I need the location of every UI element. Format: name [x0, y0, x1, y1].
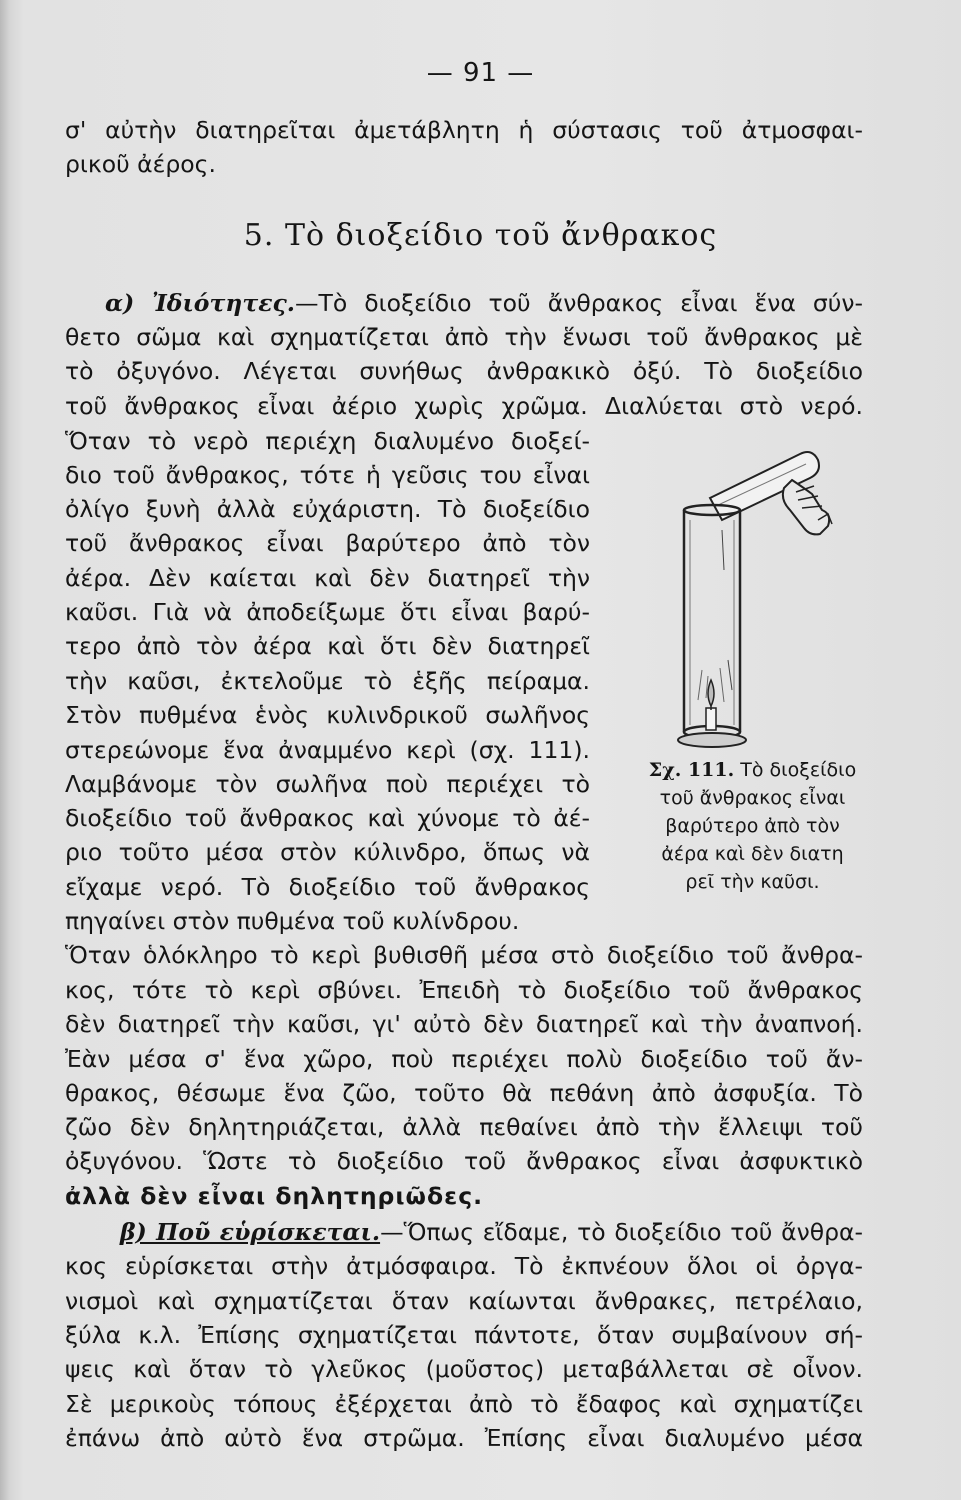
figure-cylinder-candle-illustration: [672, 440, 862, 760]
text-line: τερο ἀπὸ τὸν ἀέρα καὶ ὅτι δὲν διατηρεῖ: [65, 632, 590, 660]
text-line: Ὅταν τὸ νερὸ περιέχη διαλυμένο διοξεί-: [65, 427, 590, 455]
text-line: ξύλα κ.λ. Ἐπίσης σχηματίζεται πάντοτε, ὅταν συμβαίνουν σή-: [65, 1321, 863, 1349]
hand-drawing: [783, 480, 832, 534]
text-line: ὀξυγόνου. Ὥστε τὸ διοξείδιο τοῦ ἄνθρακος εἶναι ἀσφυκτικὸ: [65, 1147, 863, 1175]
text-line: ρικοῦ ἀέρος.: [65, 150, 216, 178]
text-line: θρακος, θέσωμε ἕνα ζῶο, τοῦτο θὰ πεθάνη ἀπὸ ἀσφυξία. Τὸ: [65, 1079, 863, 1107]
text-line: διο τοῦ ἄνθρακος, τότε ἡ γεῦσις του εἶναι: [65, 461, 590, 489]
text-line: Στὸν πυθμένα ἑνὸς κυλινδρικοῦ σωλῆνος: [65, 701, 590, 729]
candle: [706, 680, 716, 730]
text-line: ἐπάνω ἀπὸ αὐτὸ ἕνα στρῶμα. Ἐπίσης εἶναι διαλυμένο μέσα: [65, 1424, 863, 1452]
text-line: τοῦ ἄνθρακος εἶναι ἀέριο χωρὶς χρῶμα. Διαλύεται στὸ νερό.: [65, 392, 863, 420]
text-line: νισμοὶ καὶ σχηματίζεται ὅταν καίωνται ἄνθρακες, πετρέλαιο,: [65, 1287, 863, 1315]
paragraph-b-label: β) Ποῦ εὑρίσκεται.: [120, 1218, 381, 1246]
text-line: κος εὑρίσκεται στὴν ἀτμόσφαιρα. Τὸ ἐκπνέουν ὅλοι οἱ ὀργα-: [65, 1252, 863, 1280]
text-line: Λαμβάνομε τὸν σωλῆνα ποὺ περιέχει τὸ: [65, 770, 590, 798]
text-line: πηγαίνει στὸν πυθμένα τοῦ κυλίνδρου.: [65, 907, 520, 935]
text-line: ἀέρα. Δὲν καίεται καὶ δὲν διατηρεῖ τὴν: [65, 564, 590, 592]
text-line: ὀλίγο ξυνὴ ἀλλὰ εὐχάριστη. Τὸ διοξείδιο: [65, 495, 590, 523]
text-line: ριο τοῦτο μέσα στὸν κύλινδρο, ὅπως νὰ: [65, 838, 590, 866]
text-line: Σὲ μερικοὺς τόπους ἐξέρχεται ἀπὸ τὸ ἔδαφος καὶ σχηματίζει: [65, 1390, 863, 1418]
text-segment: —Ὅπως εἴδαμε, τὸ διοξείδιο τοῦ ἄνθρα-: [380, 1218, 863, 1246]
caption-text: ρεῖ τὴν καῦσι.: [685, 871, 820, 893]
page-number: — 91 —: [426, 58, 535, 88]
paragraph-a-label: α) Ἰδιότητες.: [105, 289, 295, 317]
text-line: στερεώνομε ἕνα ἀναμμένο κερὶ (σχ. 111).: [65, 736, 590, 764]
figure-caption: [640, 756, 865, 896]
text-line: ζῶο δὲν δηλητηριάζεται, ἀλλὰ πεθαίνει ἀπὸ τὴν ἔλλειψι τοῦ: [65, 1113, 863, 1141]
paragraph-b-first-line: [120, 1215, 863, 1249]
text-line: διοξείδιο τοῦ ἄνθρακος καὶ χύνομε τὸ ἀέ-: [65, 804, 590, 832]
figure-label: Σχ. 111.: [648, 759, 735, 781]
text-line: δὲν διατηρεῖ τὴν καῦσι, γι' αὐτὸ δὲν διατηρεῖ καὶ τὴν ἀναπνοή.: [65, 1010, 863, 1038]
caption-text: τοῦ ἄνθρακος εἶναι: [659, 787, 846, 809]
text-line: τὴν καῦσι, ἐκτελοῦμε τὸ ἑξῆς πείραμα.: [65, 667, 590, 695]
text-line: Ὅταν ὁλόκληρο τὸ κερὶ βυθισθῆ μέσα στὸ διοξείδιο τοῦ ἄνθρα-: [65, 941, 863, 969]
section-title: 5. Τὸ διοξείδιο τοῦ ἄνθρακος: [243, 218, 718, 253]
caption-text: Τὸ διοξείδιο: [740, 759, 857, 781]
paragraph-a-first-line: [105, 286, 863, 320]
text-line: κος, τότε τὸ κερὶ σβύνει. Ἐπειδὴ τὸ διοξείδιο τοῦ ἄνθρακος: [65, 976, 863, 1004]
text-line: εἴχαμε νερό. Τὸ διοξείδιο τοῦ ἄνθρακος: [65, 873, 590, 901]
caption-text: ἀέρα καὶ δὲν διατη: [661, 843, 844, 865]
text-line: θετο σῶμα καὶ σχηματίζεται ἀπὸ τὴν ἕνωσι τοῦ ἄνθρακος μὲ: [65, 323, 863, 351]
text-line: σ' αὐτὴν διατηρεῖται ἀμετάβλητη ἡ σύστασις τοῦ ἀτμοσφαι-: [65, 116, 863, 144]
text-line: Ἐὰν μέσα σ' ἕνα χῶρο, ποὺ περιέχει πολὺ διοξείδιο τοῦ ἄν-: [65, 1045, 863, 1073]
text-line-bold: ἀλλὰ δὲν εἶναι δηλητηριῶδες.: [65, 1182, 484, 1210]
text-segment: —Τὸ διοξείδιο τοῦ ἄνθρακος εἶναι ἕνα σύν-: [294, 289, 864, 317]
text-line: τὸ ὀξυγόνο. Λέγεται συνήθως ἀνθρακικὸ ὀξύ. Τὸ διοξείδιο: [65, 357, 863, 385]
caption-text: βαρύτερο ἀπὸ τὸν: [665, 815, 840, 837]
cylinder-base: [678, 733, 746, 747]
text-line: καῦσι. Γιὰ νὰ ἀποδείξωμε ὅτι εἶναι βαρύ-: [65, 598, 590, 626]
text-line: τοῦ ἄνθρακος εἶναι βαρύτερο ἀπὸ τὸν: [65, 529, 590, 557]
text-line: ψεις καὶ ὅταν τὸ γλεῦκος (μοῦστος) μεταβάλλεται σὲ οἶνον.: [65, 1355, 863, 1383]
